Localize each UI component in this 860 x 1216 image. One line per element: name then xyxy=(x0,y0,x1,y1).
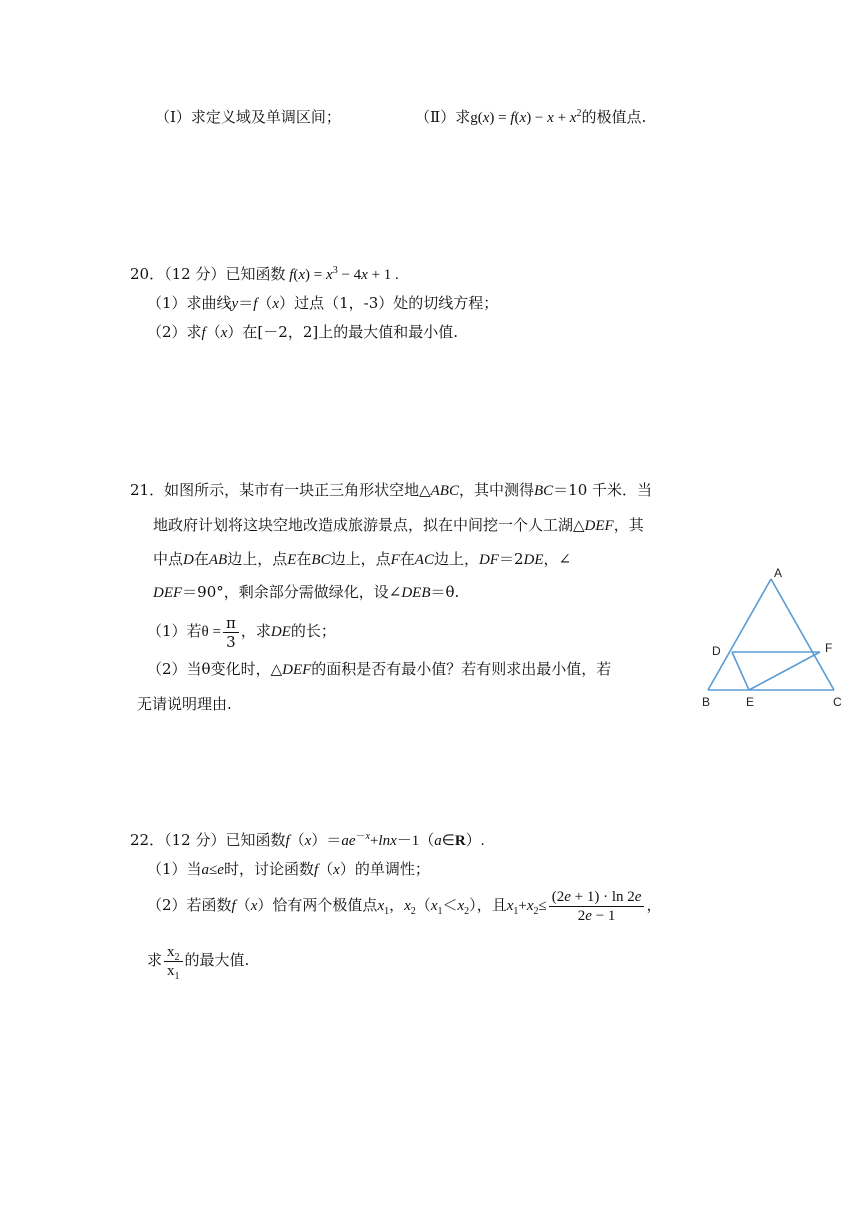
q20-stem: 20．（12 分）已知函数 $f(x) = x^3 - 4x + 1$ . xyxy=(130,265,399,283)
bound-fraction: $\frac{(2e + 1) \cdot \ln 2e}{2e - 1}$ xyxy=(549,888,645,925)
q22-formula: $f(x)=ae^{-x}+\ln x-1(a\in R)$. xyxy=(285,831,485,849)
q21-line4: DEF＝90°，剩余部分需做绿化，设∠DEB＝θ. xyxy=(153,583,460,601)
q19-part1: （Ⅰ）求定义域及单调区间； xyxy=(155,108,341,126)
pi-over-3-fraction: $\frac{\pi}{3}$ xyxy=(223,614,239,651)
label-e: E xyxy=(746,695,755,709)
q21-sub2-cont: 无请说明理由. xyxy=(137,695,232,713)
q22-sub1: （1）当a≤e时，讨论函数f（x）的单调性； xyxy=(147,860,430,878)
q19-formula: $g(x) = f(x) - x + x^2$ xyxy=(470,108,582,126)
label-a: A xyxy=(774,566,783,580)
label-d: D xyxy=(712,644,721,658)
triangle-figure xyxy=(695,565,850,713)
q21-line2: 地政府计划将这块空地改造成旅游景点，拟在中间挖一个人工湖△DEF，其 xyxy=(153,516,644,534)
side-ab xyxy=(708,579,771,690)
segment-ef xyxy=(749,652,820,690)
q20-sub2: （2）求f（x）在[－2，2]上的最大值和最小值. xyxy=(147,323,458,341)
q20-sub1: （1）求曲线y＝f（x）过点（1，-3）处的切线方程； xyxy=(147,294,499,312)
q22-final: 求 $\frac{x_2}{x_1}$ 的最大值. xyxy=(147,943,250,982)
q21-line1: 21．如图所示，某市有一块正三角形状空地△ABC，其中测得BC＝10 千米．当 xyxy=(130,481,653,499)
q22-sub2: （2）若函数f（x）恰有两个极值点$x_1$，$x_2(x_1<x_2)$，且$x_1+x_2\le$ $\frac{(2e + 1) \cdot \ln 2e}{2e - 1}$ ， xyxy=(147,888,662,924)
label-c: C xyxy=(833,695,842,709)
q22-stem: 22．（12 分）已知函数$f(x)=ae^{-x}+\ln x-1(a\in R)$. xyxy=(130,831,485,849)
q21-sub1: （1）若θ = $\frac{\pi}{3}$ ，求DE的长； xyxy=(147,613,336,651)
label-b: B xyxy=(702,695,711,709)
ratio-fraction: $\frac{x_2}{x_1}$ xyxy=(164,943,183,980)
q21-line3: 中点D在AB边上，点E在BC边上，点F在AC边上，DF＝2DE，∠ xyxy=(153,550,572,568)
q21-sub2: （2）当θ变化时，△DEF的面积是否有最小值？若有则求出最小值，若 xyxy=(147,660,612,678)
q19-part2: （Ⅱ）求$g(x) = f(x) - x + x^2$的极值点. xyxy=(415,108,647,126)
label-f: F xyxy=(825,641,833,655)
q20-formula: $f(x) = x^3 - 4x + 1$ . xyxy=(289,265,399,283)
segment-de xyxy=(732,652,749,690)
